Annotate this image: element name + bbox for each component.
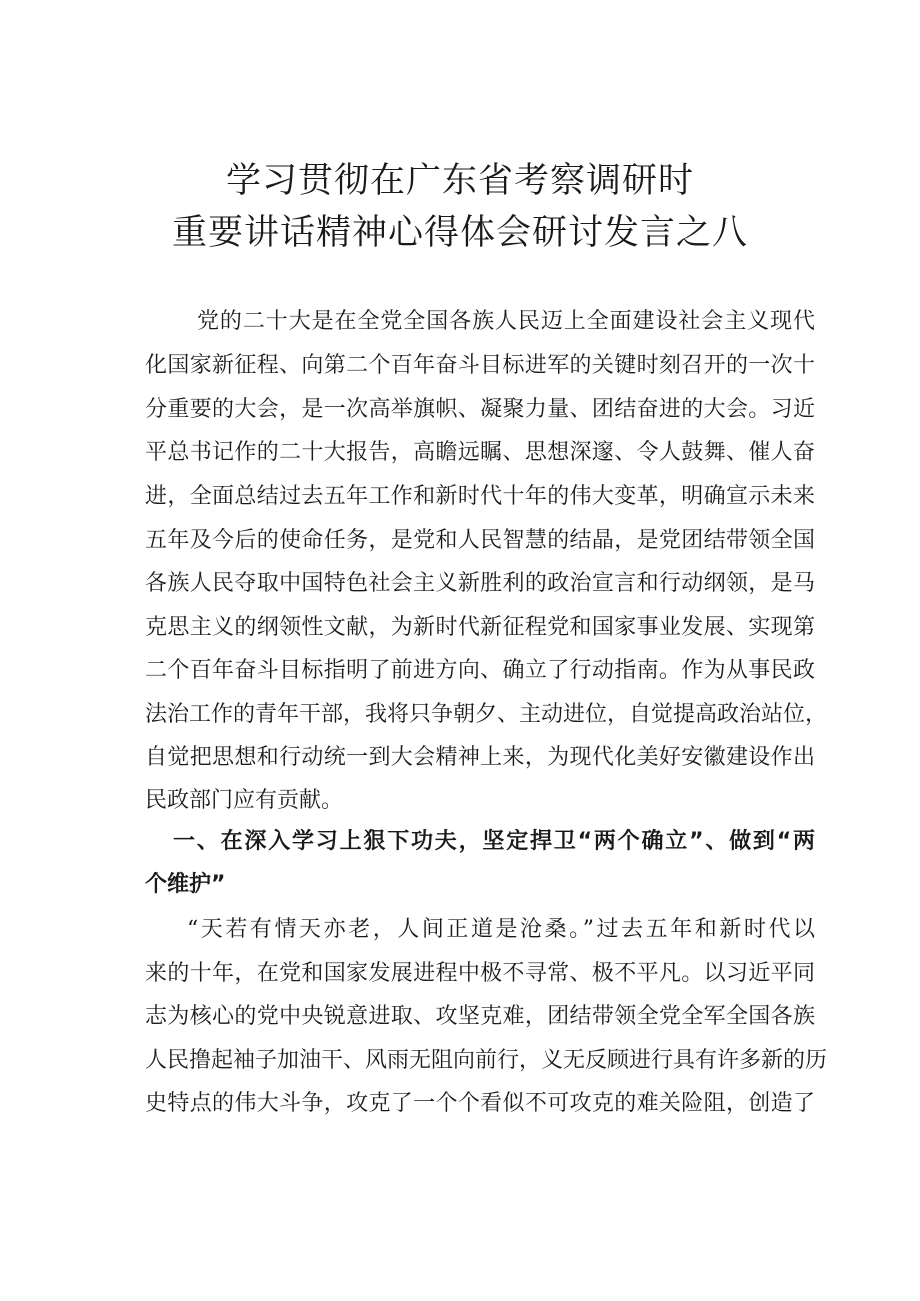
document-title-line-2: 重要讲话精神心得体会研讨发言之八 <box>171 213 748 253</box>
section-paragraph-line: 来的十年，在党和国家发展进程中极不寻常、极不平凡。以习近平同 <box>145 961 815 986</box>
intro-paragraph-line: 各族人民夺取中国特色社会主义新胜利的政治宣言和行动纲领，是马 <box>145 571 815 596</box>
intro-paragraph-line: 进，全面总结过去五年工作和新时代十年的伟大变革，明确宣示未来 <box>145 484 815 509</box>
section-heading-line: 个维护” <box>145 872 226 897</box>
intro-paragraph-line: 化国家新征程、向第二个百年奋斗目标进军的关键时刻召开的一次十 <box>145 353 815 378</box>
section-paragraph-line: 人民撸起袖子加油干、风雨无阻向前行，义无反顾进行具有许多新的历 <box>145 1048 828 1073</box>
section-paragraph-line: “天若有情天亦老，人间正道是沧桑。”过去五年和新时代以 <box>187 917 815 942</box>
section-heading-line: 一、在深入学习上狠下功夫，坚定捍卫“两个确立”、做到“两 <box>173 829 815 854</box>
intro-paragraph-line: 党的二十大是在全党全国各族人民迈上全面建设社会主义现代 <box>197 309 815 334</box>
intro-paragraph-line: 自觉把思想和行动统一到大会精神上来，为现代化美好安徽建设作出 <box>145 745 815 770</box>
intro-paragraph-line: 克思主义的纲领性文献，为新时代新征程党和国家事业发展、实现第 <box>145 615 815 640</box>
intro-paragraph-line: 分重要的大会，是一次高举旗帜、凝聚力量、团结奋进的大会。习近 <box>145 397 815 422</box>
intro-paragraph-line: 二个百年奋斗目标指明了前进方向、确立了行动指南。作为从事民政 <box>145 658 815 683</box>
section-paragraph-line: 史特点的伟大斗争，攻克了一个个看似不可攻克的难关险阻，创造了 <box>145 1091 815 1116</box>
intro-paragraph-line: 五年及今后的使命任务，是党和人民智慧的结晶，是党团结带领全国 <box>145 528 815 553</box>
document-title-line-1: 学习贯彻在广东省考察调研时 <box>225 161 694 201</box>
intro-paragraph-line: 平总书记作的二十大报告，高瞻远瞩、思想深邃、令人鼓舞、催人奋 <box>145 440 815 465</box>
intro-paragraph-line: 民政部门应有贡献。 <box>145 788 344 813</box>
intro-paragraph-line: 法治工作的青年干部，我将只争朝夕、主动进位，自觉提高政治站位， <box>145 702 828 727</box>
section-paragraph-line: 志为核心的党中央锐意进取、攻坚克难，团结带领全党全军全国各族 <box>145 1004 815 1029</box>
